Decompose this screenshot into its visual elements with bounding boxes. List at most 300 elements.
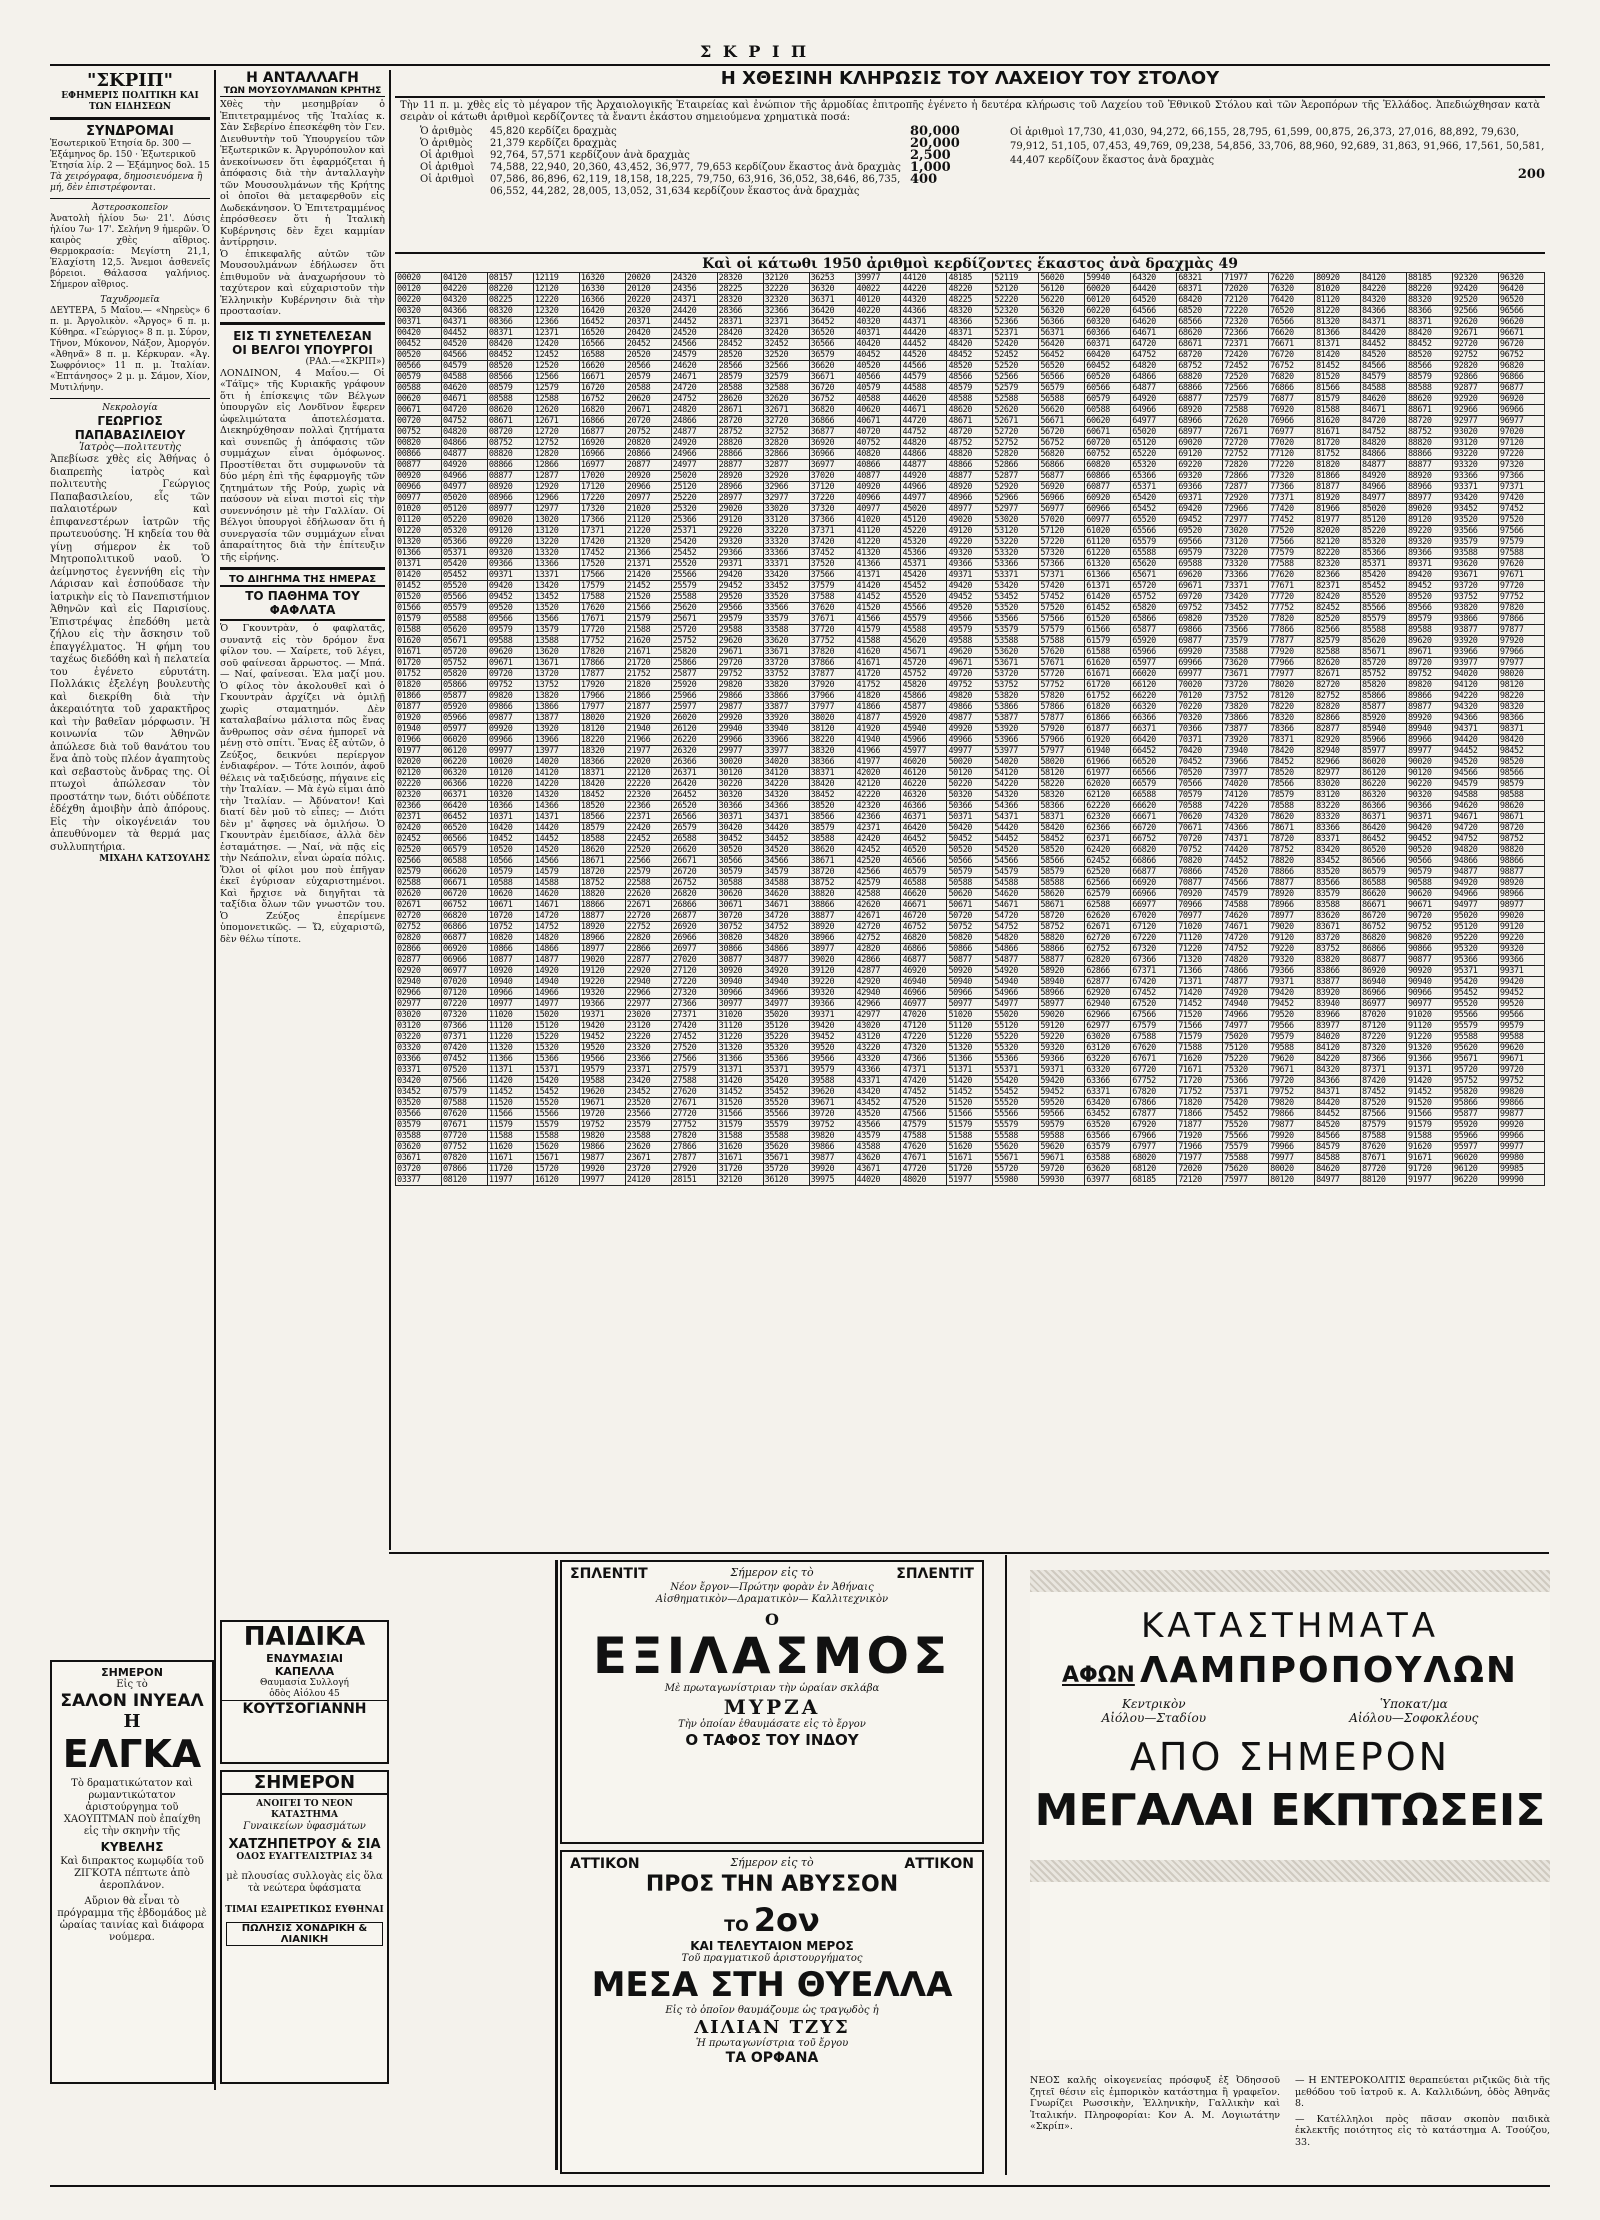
lottery-number-cell: 62020 <box>1085 779 1131 790</box>
ad-kids-addr2: ὁδὸς Αἰόλου 45 <box>269 1689 340 1699</box>
lottery-number-cell: 38720 <box>809 867 855 878</box>
lottery-number-cell: 88866 <box>1406 449 1452 460</box>
lottery-number-cell: 20320 <box>625 306 671 317</box>
lottery-number-cell: 84579 <box>1361 372 1407 383</box>
lottery-number-cell: 08520 <box>487 361 533 372</box>
lottery-number-cell: 68371 <box>1177 284 1223 295</box>
lottery-number-cell: 31671 <box>717 1153 763 1164</box>
lottery-number-cell: 60371 <box>1085 339 1131 350</box>
lottery-number-cell: 86120 <box>1361 768 1407 779</box>
lottery-number-cell: 13020 <box>533 515 579 526</box>
lottery-number-cell: 72120 <box>1177 1175 1223 1186</box>
lottery-number-cell: 89977 <box>1406 746 1452 757</box>
lottery-number-cell: 54977 <box>993 999 1039 1010</box>
lottery-number-cell: 71420 <box>1177 988 1223 999</box>
lottery-number-cell: 49866 <box>947 702 993 713</box>
lottery-number-cell: 43566 <box>855 1120 901 1131</box>
lottery-number-cell: 66977 <box>1131 900 1177 911</box>
lottery-number-cell: 50966 <box>947 988 993 999</box>
lottery-number-cell: 02520 <box>396 845 442 856</box>
lottery-number-cell: 46320 <box>901 790 947 801</box>
lottery-number-cell: 05720 <box>441 647 487 658</box>
lottery-number-cell: 53920 <box>993 724 1039 735</box>
lottery-number-cell: 60366 <box>1085 328 1131 339</box>
lottery-number-cell: 94220 <box>1452 691 1498 702</box>
lottery-number-cell: 40966 <box>855 493 901 504</box>
lottery-number-cell: 01977 <box>396 746 442 757</box>
lottery-number-cell: 02566 <box>396 856 442 867</box>
lottery-number-cell: 73920 <box>1223 735 1269 746</box>
lottery-number-cell: 45220 <box>901 526 947 537</box>
lottery-number-cell: 81866 <box>1315 471 1361 482</box>
lottery-number-cell: 69671 <box>1177 581 1223 592</box>
lottery-number-cell: 50020 <box>947 757 993 768</box>
lottery-number-cell: 66920 <box>1131 878 1177 889</box>
lottery-number-cell: 17671 <box>579 614 625 625</box>
lottery-number-cell: 81520 <box>1315 372 1361 383</box>
lottery-number-cell: 83877 <box>1315 977 1361 988</box>
lottery-number-cell: 30371 <box>717 812 763 823</box>
lottery-number-cell: 76966 <box>1269 416 1315 427</box>
lottery-number-cell: 71588 <box>1177 1043 1223 1054</box>
lottery-number-cell: 40452 <box>855 350 901 361</box>
ad-attikon-star: ΛΙΛΙΑΝ ΤΖΥΣ <box>694 2017 850 2038</box>
lottery-number-cell: 05371 <box>441 548 487 559</box>
lottery-number-cell: 50940 <box>947 977 993 988</box>
lottery-number-cell: 25366 <box>671 515 717 526</box>
lottery-number-cell: 36253 <box>809 273 855 284</box>
lottery-number-cell: 62820 <box>1085 955 1131 966</box>
lottery-number-cell: 42366 <box>855 812 901 823</box>
lottery-number-cell: 34752 <box>763 922 809 933</box>
lottery-number-cell: 08820 <box>487 449 533 460</box>
lottery-number-cell: 42371 <box>855 823 901 834</box>
lottery-number-cell: 35579 <box>763 1120 809 1131</box>
lottery-number-cell: 58820 <box>1039 933 1085 944</box>
lottery-number-cell: 92671 <box>1452 328 1498 339</box>
lottery-number-cell: 64420 <box>1131 284 1177 295</box>
lottery-number-cell: 27588 <box>671 1076 717 1087</box>
lottery-number-cell: 59371 <box>1039 1065 1085 1076</box>
lottery-number-cell: 12320 <box>533 306 579 317</box>
lottery-number-cell: 51220 <box>947 1032 993 1043</box>
lottery-number-cell: 82371 <box>1315 581 1361 592</box>
lottery-number-cell: 92520 <box>1452 295 1498 306</box>
lottery-number-cell: 66820 <box>1131 845 1177 856</box>
lottery-number-cell: 45820 <box>901 680 947 691</box>
lottery-number-cell: 88420 <box>1406 328 1452 339</box>
prize-numbers: 45,820 κερδίζει δραχμὰς <box>490 126 617 137</box>
lottery-number-cell: 86520 <box>1361 845 1407 856</box>
lottery-number-cell: 94566 <box>1452 768 1498 779</box>
lottery-number-cell: 20920 <box>625 471 671 482</box>
lottery-number-cell: 58977 <box>1039 999 1085 1010</box>
lottery-number-cell: 16920 <box>579 438 625 449</box>
lottery-number-cell: 72877 <box>1223 482 1269 493</box>
lottery-number-cell: 86620 <box>1361 889 1407 900</box>
lottery-number-cell: 61877 <box>1085 724 1131 735</box>
lottery-number-cell: 31520 <box>717 1098 763 1109</box>
lottery-number-cell: 61720 <box>1085 680 1131 691</box>
lottery-number-cell: 20820 <box>625 438 671 449</box>
lottery-number-cell: 61940 <box>1085 746 1131 757</box>
lottery-grid-row <box>396 471 1545 482</box>
lottery-number-cell: 94020 <box>1452 669 1498 680</box>
lottery-number-cell: 09371 <box>487 570 533 581</box>
lottery-number-cell: 76671 <box>1269 339 1315 350</box>
lottery-grid-row <box>396 713 1545 724</box>
lottery-number-cell: 25220 <box>671 493 717 504</box>
lottery-number-cell: 41520 <box>855 603 901 614</box>
lottery-number-cell: 71720 <box>1177 1076 1223 1087</box>
ad-salon-text2: Καὶ διπρακτος κωμῳδία τοῦ ΖΙΓΚΟΤΑ πέπτωτε ἀπὸ ἀεροπλάνον. <box>60 1856 204 1891</box>
lottery-number-cell: 97220 <box>1498 449 1544 460</box>
lottery-number-cell: 08320 <box>487 306 533 317</box>
lottery-number-cell: 35120 <box>763 1021 809 1032</box>
lottery-number-cell: 46520 <box>901 845 947 856</box>
lottery-number-cell: 14020 <box>533 757 579 768</box>
story-section-heading: ΤΟ ΔΙΗΓΗΜΑ ΤΗΣ ΗΜΕΡΑΣ <box>228 574 377 585</box>
lottery-number-cell: 05120 <box>441 504 487 515</box>
lottery-number-cell: 49877 <box>947 713 993 724</box>
article-exchange-subheading: ΤΩΝ ΜΟΥΣΟΥΛΜΑΝΩΝ ΚΡΗΤΗΣ <box>220 86 385 97</box>
lottery-number-cell: 91520 <box>1406 1098 1452 1109</box>
lottery-number-cell: 19752 <box>579 1120 625 1131</box>
lottery-number-cell: 22579 <box>625 867 671 878</box>
lottery-number-cell: 37620 <box>809 603 855 614</box>
lottery-number-cell: 41820 <box>855 691 901 702</box>
lottery-number-cell: 13877 <box>533 713 579 724</box>
lottery-number-cell: 70579 <box>1177 790 1223 801</box>
lottery-number-cell: 42966 <box>855 999 901 1010</box>
lottery-number-cell: 85820 <box>1361 680 1407 691</box>
lottery-number-cell: 18877 <box>579 911 625 922</box>
subscriptions-text: Ἐσωτερικοῦ Ἐτησία δρ. 300 — Ἑξάμηνος δρ. 150 · Ἐξωτερικοῦ Ἐτησία λίρ. 2 — Ἑξάμηνος δολ. 15 <box>50 139 210 171</box>
lottery-number-cell: 91620 <box>1406 1142 1452 1153</box>
lottery-number-cell: 37720 <box>809 625 855 636</box>
lottery-number-cell: 81579 <box>1315 394 1361 405</box>
prize-numbers: 17,730, 41,030, 94,272, 66,155, 28,795, 61,599, 00,875, 26,373, 27,016, 88,892, 79,630, 79,912, 51,105, 07,453, 49,769, 09,238, 54,856, 33,706, 88,960, 92,689, 31,863, 91,966, 17,561, 50,581, 44,407 κερδίζουν ἕκαστος ἀνὰ δραχμὰς <box>1010 127 1545 166</box>
lottery-grid-row <box>396 581 1545 592</box>
lottery-number-cell: 34877 <box>763 955 809 966</box>
lottery-number-cell: 79371 <box>1269 977 1315 988</box>
lottery-number-cell: 95120 <box>1452 922 1498 933</box>
lottery-number-cell: 12720 <box>533 427 579 438</box>
lottery-number-cell: 38452 <box>809 790 855 801</box>
lottery-number-cell: 47520 <box>901 1098 947 1109</box>
lottery-number-cell: 07366 <box>441 1021 487 1032</box>
lottery-number-cell: 97371 <box>1498 482 1544 493</box>
lottery-number-cell: 17920 <box>579 680 625 691</box>
lottery-number-cell: 84820 <box>1361 438 1407 449</box>
meteo-heading: Ἀστεροσκοπεῖον <box>92 203 168 213</box>
lottery-number-cell: 09320 <box>487 548 533 559</box>
lottery-number-cell: 39452 <box>809 1032 855 1043</box>
lottery-number-cell: 26452 <box>671 790 717 801</box>
lottery-number-cell: 45566 <box>901 603 947 614</box>
lottery-number-cell: 42588 <box>855 889 901 900</box>
lottery-number-cell: 63977 <box>1085 1175 1131 1186</box>
section-divider <box>389 1552 1549 1554</box>
lottery-number-cell: 68866 <box>1177 383 1223 394</box>
lottery-number-cell: 89220 <box>1406 526 1452 537</box>
lottery-number-cell: 53977 <box>993 746 1039 757</box>
lottery-number-cell: 93566 <box>1452 526 1498 537</box>
lottery-number-cell: 65320 <box>1131 460 1177 471</box>
lottery-number-cell: 98320 <box>1498 702 1544 713</box>
lottery-grid-row <box>396 493 1545 504</box>
lottery-number-cell: 28320 <box>717 295 763 306</box>
prize-label: Οἱ ἀριθμοὶ <box>420 174 475 185</box>
lottery-number-cell: 28151 <box>671 1175 717 1186</box>
lottery-number-cell: 53820 <box>993 691 1039 702</box>
lottery-number-cell: 57866 <box>1039 702 1085 713</box>
lottery-number-cell: 34940 <box>763 977 809 988</box>
lottery-number-cell: 91588 <box>1406 1131 1452 1142</box>
lottery-number-cell: 41320 <box>855 548 901 559</box>
lottery-number-cell: 00752 <box>396 427 442 438</box>
lottery-number-cell: 67720 <box>1131 1065 1177 1076</box>
lottery-number-cell: 52371 <box>993 328 1039 339</box>
lottery-number-cell: 01920 <box>396 713 442 724</box>
lottery-number-cell: 83588 <box>1315 900 1361 911</box>
lottery-number-cell: 46371 <box>901 812 947 823</box>
lottery-number-cell: 07720 <box>441 1131 487 1142</box>
lottery-number-cell: 19020 <box>579 955 625 966</box>
lottery-number-cell: 41420 <box>855 581 901 592</box>
lottery-number-cell: 37579 <box>809 581 855 592</box>
lottery-number-cell: 99520 <box>1498 999 1544 1010</box>
lottery-number-cell: 46566 <box>901 856 947 867</box>
lottery-number-cell: 81420 <box>1315 350 1361 361</box>
lottery-number-cell: 13452 <box>533 592 579 603</box>
lottery-number-cell: 55452 <box>993 1087 1039 1098</box>
lottery-number-cell: 25752 <box>671 636 717 647</box>
lottery-number-cell: 16620 <box>579 361 625 372</box>
lottery-number-cell: 90977 <box>1406 999 1452 1010</box>
lottery-number-cell: 85966 <box>1361 735 1407 746</box>
lottery-number-cell: 29877 <box>717 702 763 713</box>
lottery-number-cell: 73966 <box>1223 757 1269 768</box>
lottery-number-cell: 12588 <box>533 394 579 405</box>
lottery-number-cell: 40866 <box>855 460 901 471</box>
bottom-rule <box>50 2185 1550 2187</box>
lottery-number-cell: 78671 <box>1269 823 1315 834</box>
lottery-number-cell: 70671 <box>1177 823 1223 834</box>
lottery-number-cell: 71671 <box>1177 1065 1223 1076</box>
lottery-number-cell: 51452 <box>947 1087 993 1098</box>
lottery-number-cell: 86020 <box>1361 757 1407 768</box>
lottery-number-cell: 97866 <box>1498 614 1544 625</box>
lottery-number-cell: 20877 <box>625 460 671 471</box>
lottery-number-cell: 02966 <box>396 988 442 999</box>
lottery-number-cell: 98977 <box>1498 900 1544 911</box>
lottery-number-cell: 29720 <box>717 658 763 669</box>
ad-attikon-line5: ΤΑ ΟΡΦΑΝΑ <box>725 2050 819 2066</box>
lottery-number-cell: 91452 <box>1406 1087 1452 1098</box>
lottery-number-cell: 02020 <box>396 757 442 768</box>
lottery-number-cell: 09220 <box>487 537 533 548</box>
lottery-number-cell: 15720 <box>533 1164 579 1175</box>
lottery-number-cell: 67620 <box>1131 1043 1177 1054</box>
lottery-number-cell: 00920 <box>396 471 442 482</box>
lottery-number-cell: 27566 <box>671 1054 717 1065</box>
lottery-number-cell: 79220 <box>1269 944 1315 955</box>
lottery-number-cell: 09920 <box>487 724 533 735</box>
lottery-number-cell: 88120 <box>1361 1175 1407 1186</box>
lottery-number-cell: 24671 <box>671 372 717 383</box>
lottery-number-cell: 53420 <box>993 581 1039 592</box>
lottery-grid-row <box>396 636 1545 647</box>
lottery-number-cell: 69877 <box>1177 636 1223 647</box>
lottery-number-cell: 74940 <box>1223 999 1269 1010</box>
lottery-number-cell: 98220 <box>1498 691 1544 702</box>
lottery-number-cell: 70820 <box>1177 856 1223 867</box>
lottery-number-cell: 27220 <box>671 977 717 988</box>
lottery-number-cell: 02752 <box>396 922 442 933</box>
lottery-grid-row <box>396 757 1545 768</box>
lottery-number-cell: 20588 <box>625 383 671 394</box>
lottery-number-cell: 77371 <box>1269 493 1315 504</box>
lottery-number-cell: 04720 <box>441 405 487 416</box>
lottery-number-cell: 46920 <box>901 966 947 977</box>
lottery-number-cell: 03620 <box>396 1142 442 1153</box>
lottery-number-cell: 73452 <box>1223 603 1269 614</box>
lottery-number-cell: 85366 <box>1361 548 1407 559</box>
lottery-number-cell: 66752 <box>1131 834 1177 845</box>
lottery-number-cell: 14877 <box>533 955 579 966</box>
lottery-grid-row <box>396 603 1545 614</box>
lottery-number-cell: 09579 <box>487 625 533 636</box>
lottery-grid-row <box>396 317 1545 328</box>
lottery-number-cell: 03020 <box>396 1010 442 1021</box>
lottery-number-cell: 54752 <box>993 922 1039 933</box>
lottery-number-cell: 62452 <box>1085 856 1131 867</box>
lottery-number-cell: 17966 <box>579 691 625 702</box>
lottery-number-cell: 60966 <box>1085 504 1131 515</box>
lottery-number-cell: 06320 <box>441 768 487 779</box>
lottery-number-cell: 32720 <box>763 416 809 427</box>
lottery-number-cell: 40120 <box>855 295 901 306</box>
ad-kids-name3: ΚΑΠΕΛΛΑ <box>274 1665 335 1678</box>
lottery-number-cell: 67371 <box>1131 966 1177 977</box>
lottery-number-cell: 04566 <box>441 350 487 361</box>
lottery-number-cell: 31720 <box>717 1164 763 1175</box>
lottery-number-cell: 93420 <box>1452 493 1498 504</box>
lottery-number-cell: 21940 <box>625 724 671 735</box>
ad-lambropoulos-branch-addr: Αἰόλου—Σοφοκλέους <box>1349 1711 1479 1725</box>
lottery-number-cell: 85720 <box>1361 658 1407 669</box>
lottery-number-cell: 22720 <box>625 911 671 922</box>
lottery-number-cell: 88320 <box>1406 295 1452 306</box>
lottery-number-cell: 08157 <box>487 273 533 284</box>
lottery-number-cell: 86588 <box>1361 878 1407 889</box>
lottery-number-cell: 72620 <box>1223 416 1269 427</box>
lottery-number-cell: 89588 <box>1406 625 1452 636</box>
lottery-number-cell: 77720 <box>1269 592 1315 603</box>
lottery-number-cell: 57220 <box>1039 537 1085 548</box>
lottery-number-cell: 94452 <box>1452 746 1498 757</box>
lottery-number-cell: 26671 <box>671 856 717 867</box>
splendid-side-rule <box>555 1560 558 2170</box>
lottery-number-cell: 06420 <box>441 801 487 812</box>
lottery-number-cell: 79020 <box>1269 922 1315 933</box>
lottery-number-cell: 48452 <box>947 350 993 361</box>
lottery-number-cell: 01520 <box>396 592 442 603</box>
lottery-number-cell: 24356 <box>671 284 717 295</box>
lottery-number-cell: 97752 <box>1498 592 1544 603</box>
lottery-number-cell: 06452 <box>441 812 487 823</box>
lottery-number-cell: 90452 <box>1406 834 1452 845</box>
ad-salon-article: Η <box>123 1711 141 1732</box>
lottery-number-cell: 89566 <box>1406 603 1452 614</box>
lottery-number-cell: 12520 <box>533 361 579 372</box>
lottery-number-cell: 06366 <box>441 779 487 790</box>
lottery-number-cell: 69371 <box>1177 493 1223 504</box>
lottery-number-cell: 77120 <box>1269 449 1315 460</box>
lottery-number-cell: 95877 <box>1452 1109 1498 1120</box>
lottery-number-cell: 63579 <box>1085 1142 1131 1153</box>
lottery-number-cell: 12920 <box>533 482 579 493</box>
lottery-number-cell: 79720 <box>1269 1076 1315 1087</box>
lottery-number-cell: 32920 <box>763 471 809 482</box>
lottery-number-cell: 46671 <box>901 900 947 911</box>
lottery-number-cell: 78920 <box>1269 889 1315 900</box>
lottery-number-cell: 08720 <box>487 427 533 438</box>
lottery-number-cell: 09977 <box>487 746 533 757</box>
lottery-number-cell: 07520 <box>441 1065 487 1076</box>
lottery-number-cell: 08920 <box>487 482 533 493</box>
lottery-number-cell: 29820 <box>717 680 763 691</box>
lottery-number-cell: 97671 <box>1498 570 1544 581</box>
lottery-number-cell: 17579 <box>579 581 625 592</box>
lottery-number-cell: 14579 <box>533 867 579 878</box>
ad-lambropoulos-name: ΛΑΜΠΡΟΠΟΥΛΩΝ <box>1139 1650 1518 1691</box>
lottery-number-cell: 13977 <box>533 746 579 757</box>
lottery-number-cell: 50366 <box>947 801 993 812</box>
lottery-number-cell: 42420 <box>855 834 901 845</box>
lottery-number-cell: 35320 <box>763 1043 809 1054</box>
ad-hatzi-merchant: ΧΑΤΖΗΠΕΤΡΟΥ & ΣΙΑ <box>228 1837 381 1852</box>
lottery-number-cell: 03371 <box>396 1065 442 1076</box>
lottery-number-cell: 15671 <box>533 1153 579 1164</box>
lottery-number-cell: 87120 <box>1361 1021 1407 1032</box>
lottery-number-cell: 93520 <box>1452 515 1498 526</box>
lottery-number-cell: 58120 <box>1039 768 1085 779</box>
lottery-number-cell: 12977 <box>533 504 579 515</box>
lottery-number-cell: 33420 <box>763 570 809 581</box>
lottery-headline: Η ΧΘΕΣΙΝΗ ΚΛΗΡΩΣΙΣ ΤΟΥ ΛΑΧΕΙΟΥ ΤΟΥ ΣΤΟΛΟΥ <box>395 68 1545 98</box>
lottery-number-cell: 50877 <box>947 955 993 966</box>
lottery-number-cell: 25588 <box>671 592 717 603</box>
lottery-number-cell: 88620 <box>1406 394 1452 405</box>
lottery-number-cell: 55566 <box>993 1109 1039 1120</box>
lottery-number-cell: 89920 <box>1406 713 1452 724</box>
lottery-number-cell: 93366 <box>1452 471 1498 482</box>
lottery-number-cell: 68120 <box>1131 1164 1177 1175</box>
lottery-number-cell: 62420 <box>1085 845 1131 856</box>
lottery-number-cell: 96620 <box>1498 317 1544 328</box>
lottery-number-cell: 38520 <box>809 801 855 812</box>
lottery-number-cell: 72420 <box>1223 350 1269 361</box>
lottery-number-cell: 30588 <box>717 878 763 889</box>
lottery-number-cell: 02877 <box>396 955 442 966</box>
lottery-number-cell: 29671 <box>717 647 763 658</box>
lottery-number-cell: 84452 <box>1361 339 1407 350</box>
lottery-number-cell: 25020 <box>671 471 717 482</box>
lottery-number-cell: 22877 <box>625 955 671 966</box>
lottery-number-cell: 23371 <box>625 1065 671 1076</box>
